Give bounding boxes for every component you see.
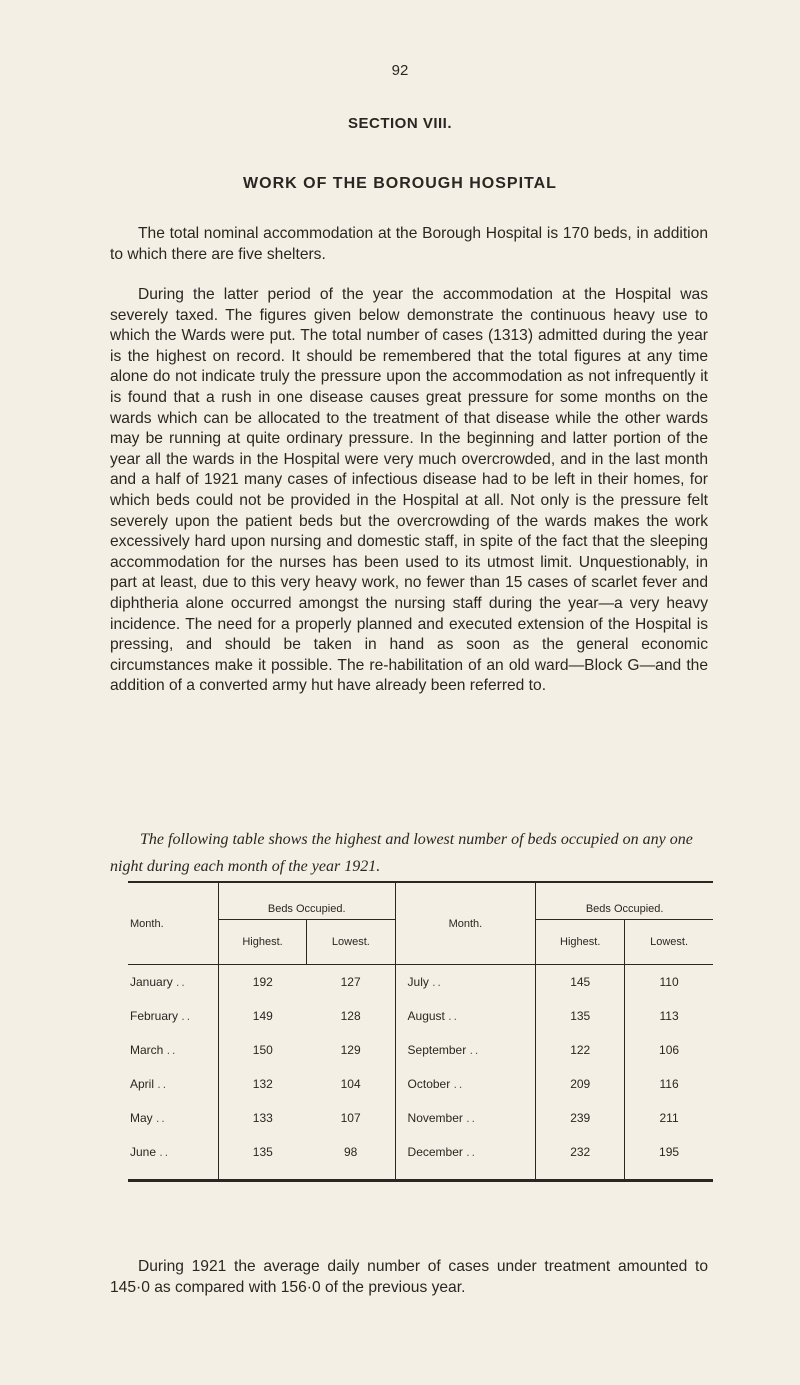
leader-dots: .. xyxy=(181,1009,193,1023)
table-row xyxy=(128,1067,713,1101)
highest-cell: 133 xyxy=(218,1101,306,1135)
month-cell: September xyxy=(407,1043,467,1057)
column-header-month-2: Month. xyxy=(395,882,536,965)
leader-dots: .. xyxy=(453,1077,465,1091)
month-cell: May xyxy=(130,1111,153,1125)
column-header-beds-occupied-2: Beds Occupied. xyxy=(536,882,713,920)
leader-dots: .. xyxy=(466,1111,477,1125)
month-cell: January xyxy=(130,975,173,989)
leader-dots: .. xyxy=(466,1145,477,1159)
lowest-cell: 211 xyxy=(625,1101,713,1135)
lowest-cell: 113 xyxy=(625,999,713,1033)
month-cell: August xyxy=(407,1009,445,1023)
paragraph-pressure: During the latter period of the year the accommodation at the Hospital was severely taxed. The figures given below demonstrate the continuous heavy use to which the Wards were put. The total number of cases (1313) admitted during the year is the highest on record. It should be remembered that the total figures at any time alone do not indicate truly the pressure upon the accommodation as not infrequently it is found that a rush in one disease causes great pressure for some months on the wards which can be allocated to the treatment of that disease while the other wards may be running at quite ordinary pressure. In the beginning and latter portion of the year all the wards in the Hospital were very much overcrowded, and in the last month and a half of 1921 many cases of infectious disease had to be left in their homes, for which beds could not be provided in the Hospital at all. Not only is the pressure felt severely upon the patient beds but the overcrowding of the wards makes the work excessively hard upon nursing and domestic staff, in spite of the fact that the sleeping accommodation for the nurses has been used to its utmost limit. Unquestionably, in part at least, due to this very heavy work, no fewer than 15 cases of scarlet fever and diphtheria alone occurred amongst the nursing staff during the year—a very heavy incidence. The need for a properly planned and executed extension of the Hospital is pressing, and should be taken in hand as soon as the general economic circumstances make it possible. The re-habilitation of an old ward—Block G—and the addition of a converted army hut have already been referred to. xyxy=(110,286,708,695)
month-cell: April xyxy=(130,1077,155,1091)
column-header-month-1: Month. xyxy=(128,882,218,965)
table-row xyxy=(128,999,713,1033)
highest-cell: 232 xyxy=(536,1135,625,1181)
column-header-highest-2: Highest. xyxy=(536,920,625,965)
leader-dots: .. xyxy=(448,1009,459,1023)
table-row xyxy=(128,1135,713,1181)
month-cell: November xyxy=(407,1111,463,1125)
lowest-cell: 106 xyxy=(625,1033,713,1067)
beds-occupied-table xyxy=(128,881,713,1182)
month-cell: July xyxy=(407,975,429,989)
page-title: WORK OF THE BOROUGH HOSPITAL xyxy=(243,175,557,192)
leader-dots: .. xyxy=(159,1145,171,1159)
leader-dots: .. xyxy=(157,1077,169,1091)
column-header-beds-occupied-1: Beds Occupied. xyxy=(218,882,395,920)
leader-dots: .. xyxy=(156,1111,167,1125)
leader-dots: .. xyxy=(432,975,443,989)
table-row xyxy=(128,1033,713,1067)
highest-cell: 239 xyxy=(536,1101,625,1135)
month-cell: March xyxy=(130,1043,164,1057)
month-cell: June xyxy=(130,1145,157,1159)
lowest-cell: 127 xyxy=(340,975,361,989)
table-row xyxy=(128,965,713,1000)
highest-cell: 192 xyxy=(218,965,306,1000)
column-header-highest-1: Highest. xyxy=(218,920,306,965)
lowest-cell: 128 xyxy=(340,1009,361,1023)
highest-cell: 135 xyxy=(218,1135,306,1181)
leader-dots: .. xyxy=(176,975,187,989)
lowest-cell: 129 xyxy=(340,1043,361,1057)
highest-cell: 132 xyxy=(218,1067,306,1101)
month-cell: December xyxy=(407,1145,463,1159)
table-row xyxy=(128,1101,713,1135)
highest-cell: 149 xyxy=(218,999,306,1033)
table-caption: The following table shows the highest and lowest number of beds occupied on any one night during each month of the year 1921. xyxy=(110,831,693,875)
section-heading: SECTION VIII. xyxy=(347,115,452,132)
lowest-cell: 110 xyxy=(625,965,713,1000)
highest-cell: 150 xyxy=(218,1033,306,1067)
highest-cell: 145 xyxy=(536,965,625,1000)
month-cell: February xyxy=(130,1009,179,1023)
leader-dots: .. xyxy=(166,1043,178,1057)
highest-cell: 135 xyxy=(536,999,625,1033)
lowest-cell: 98 xyxy=(343,1145,358,1159)
lowest-cell: 195 xyxy=(625,1135,713,1181)
lowest-cell: 104 xyxy=(340,1077,361,1091)
paragraph-summary: During 1921 the average daily number of cases under treatment amounted to 145·0 as compared with 156·0 of the previous year. xyxy=(110,1258,708,1296)
highest-cell: 122 xyxy=(536,1033,625,1067)
paragraph-accommodation: The total nominal accommodation at the Borough Hospital is 170 beds, in addition to which there are five shelters. xyxy=(110,225,708,263)
month-cell: October xyxy=(407,1077,451,1091)
highest-cell: 209 xyxy=(536,1067,625,1101)
lowest-cell: 107 xyxy=(340,1111,361,1125)
column-header-lowest-2: Lowest. xyxy=(625,920,713,965)
column-header-lowest-1: Lowest. xyxy=(307,920,395,965)
lowest-cell: 116 xyxy=(625,1067,713,1101)
leader-dots: .. xyxy=(469,1043,481,1057)
page-number: 92 xyxy=(391,62,409,79)
